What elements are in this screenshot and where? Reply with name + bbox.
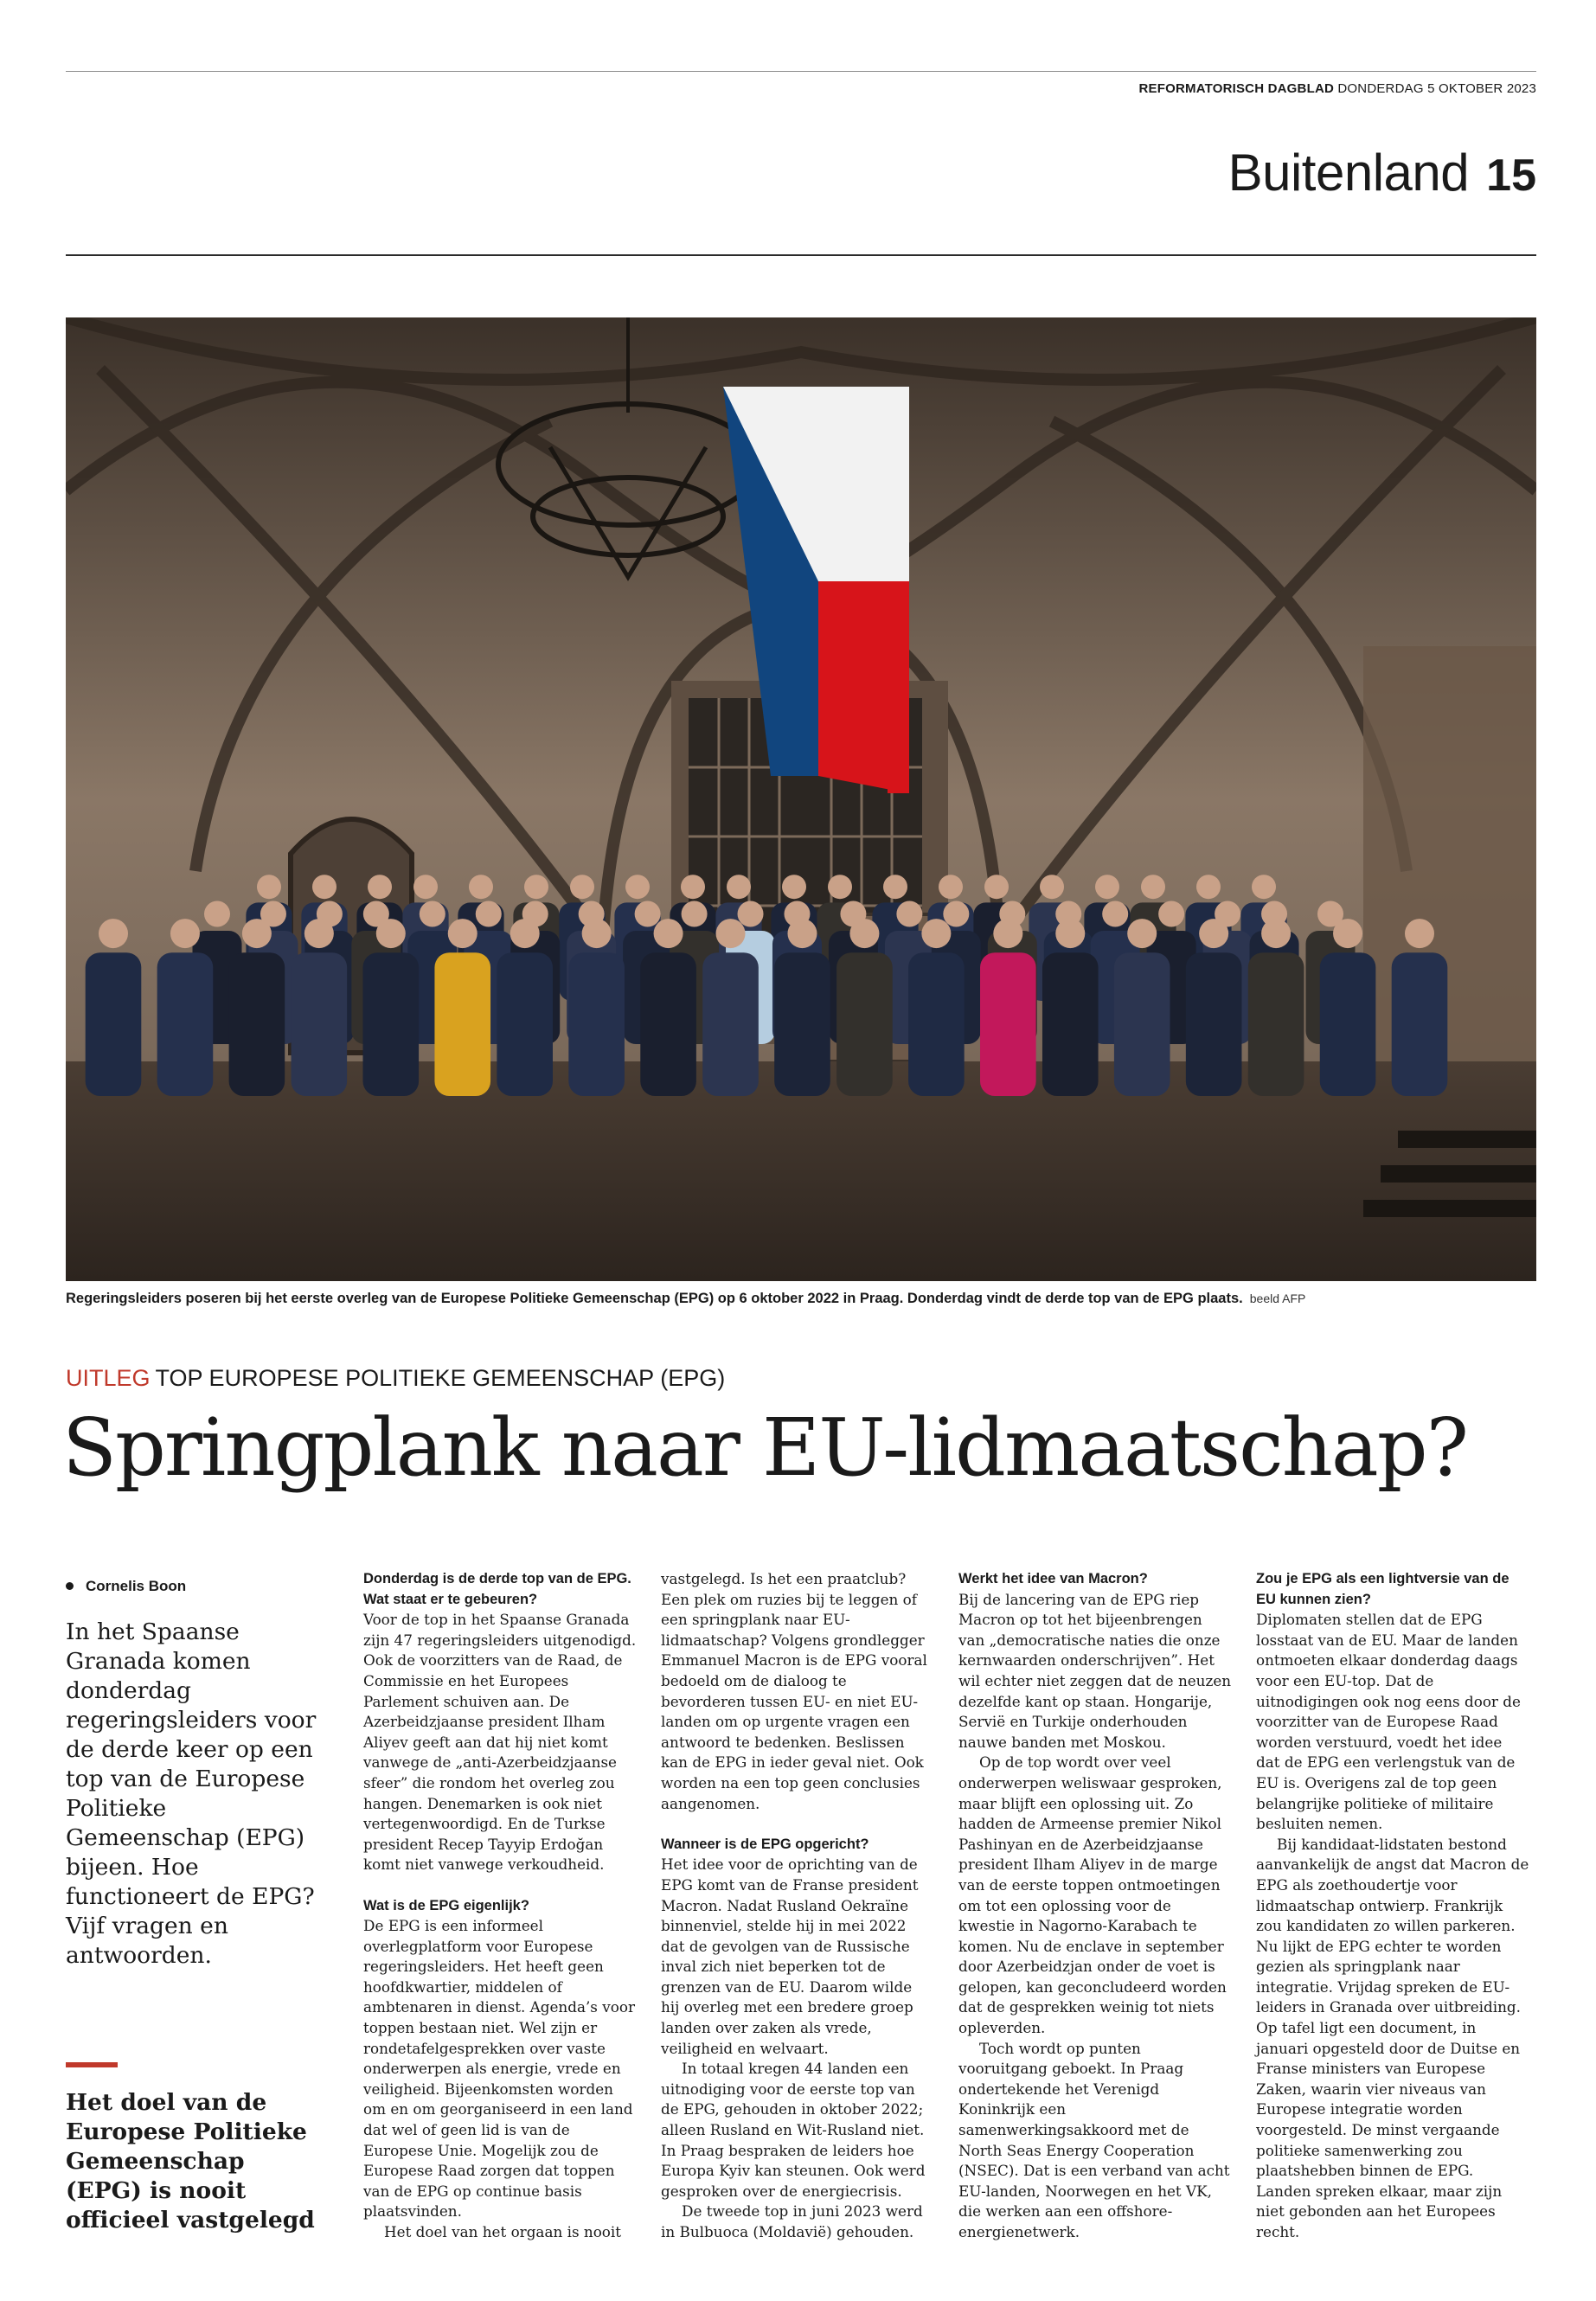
question-heading: Wanneer is de EPG opgericht? <box>661 1836 869 1852</box>
body-paragraph: Op de top wordt over veel onderwerpen weliswaar gesproken, maar blijft een oplossing uit. Zo hadden de Armeense premier Nikol Pashinyan en de Azerbeidzjaanse president Ilham Aliyev in de marge van de eerste toppen ontmoetingen om tot een oplossing voor de kwestie in Nagorno-Karabach te komen. Nu de enclave in september door Azerbeidzjan onder de voet is gelopen, kan geconcludeerd worden dat de gesprekken weinig tot niets opleverden. <box>958 1753 1227 2037</box>
text-column-3 <box>958 1569 1232 2243</box>
body-paragraph: In totaal kregen 44 landen een uitnodiging voor de eerste top van de EPG, gehouden in oktober 2022; alleen Rusland en Wit-Rusland niet. In Praag bespraken de leiders hoe Europa Kyiv kan steunen. Ook werd gesproken over de energiecrisis. <box>661 2060 926 2200</box>
kicker <box>66 1365 725 1392</box>
question-heading: Donderdag is de derde top van de EPG. Wat staat er te gebeuren? <box>363 1571 631 1607</box>
byline-bullet <box>66 1582 74 1590</box>
text-column-4 <box>1256 1569 1529 2243</box>
kicker-tag: UITLEG <box>66 1365 151 1391</box>
body-paragraph: De tweede top in juni 2023 werd in Bulbuoca (Moldavië) gehouden. <box>661 2202 923 2240</box>
header-rule <box>66 254 1536 256</box>
body-paragraph: Diplomaten stellen dat de EPG losstaat van de EU. Maar de landen ontmoeten elkaar donderdag daags voor een EU-top. Dat de uitnodigingen ook nog eens door de voorzitter van de Europese Raad worden verstuurd, voedt het idee dat de EPG een verlengstuk van de EU is. Overigens zal de top geen belangrijke politieke of militaire besluiten nemen. <box>1256 1611 1521 1833</box>
section-header <box>1228 143 1536 202</box>
body-paragraph: Bij de lancering van de EPG riep Macron op tot het bijeenbrengen van „democratische naties die onze kernwaarden onderschrijven”. Het wil echter niet zeggen dat de neuzen dezelfde kant op staan. Hongarije, Servië en Turkije onderhouden nauwe banden met Moskou. <box>958 1590 1232 1751</box>
question-heading: Werkt het idee van Macron? <box>958 1571 1148 1586</box>
photo-illustration <box>66 317 1536 1281</box>
masthead-paper: REFORMATORISCH DAGBLAD <box>1138 81 1335 96</box>
news-photo <box>66 317 1536 1281</box>
photo-credit: beeld AFP <box>1249 1292 1306 1305</box>
body-paragraph: Toch wordt op punten vooruitgang geboekt. In Praag ondertekende het Verenigd Koninkrijk een samenwerkingsakkoord met de North Seas Energy Cooperation (NSEC). Dat is een verband van acht EU-landen, Noorwegen en het VK, die werken aan een offshore-energienetwerk. <box>958 2039 1230 2240</box>
masthead-date: DONDERDAG 5 OKTOBER 2023 <box>1337 81 1536 96</box>
text-column-1 <box>363 1569 637 2243</box>
body-paragraph: De EPG is een informeel overlegplatform voor Europese regeringsleiders. Het heeft geen hoofdkwartier, middelen of ambtenaren in dienst. Agenda’s voor toppen bestaan niet. Wel zijn er rondetafelgesprekken over vaste onderwerpen als energie, vrede en veiligheid. Bijeenkomsten worden om en om georganiseerd in een land dat wel of geen lid is van de Europese Unie. Mogelijk zou de Europese Raad zorgen dat toppen van de EPG op continue basis plaatsvinden. <box>363 1917 635 2221</box>
photo-caption <box>66 1291 1536 1307</box>
body-paragraph: Het idee voor de oprichting van de EPG komt van de Franse president Macron. Nadat Rusland Oekraïne binnenviel, stelde hij in mei 2022 dat de gevolgen van de Russische inval zich niet beperken tot de grenzen van de EU. Daarom wilde hij overleg met een bredere groep landen over zaken als vrede, veiligheid en welvaart. <box>661 1856 919 2057</box>
byline <box>66 1578 186 1595</box>
masthead <box>1139 81 1537 96</box>
pullquote: Het doel van de Europese Politieke Gemeenschap (EPG) is nooit officieel vastgelegd <box>66 2089 315 2234</box>
caption-text: Regeringsleiders poseren bij het eerste overleg van de Europese Politieke Gemeenschap (EPG) op 6 oktober 2022 in Praag. Donderdag vindt de derde top van de EPG plaats. <box>66 1291 1243 1306</box>
kicker-text: TOP EUROPESE POLITIEKE GEMEENSCHAP (EPG) <box>155 1365 726 1391</box>
body-paragraph: Voor de top in het Spaanse Granada zijn 47 regeringsleiders uitgenodigd. Ook de voorzitters van de Raad, de Commissie en het Europees Parlement schuiven aan. De Azerbeidzjaanse president Ilham Aliyev geeft aan dat hij niet komt vanwege de „anti-Azerbeidzjaanse sfeer” die rondom het overleg zou hangen. Denemarken is ook niet vertegenwoordigd. En de Turkse president Recep Tayyip Erdoğan komt niet vanwege verkoudheid. <box>363 1611 637 1874</box>
article-headline: Springplank naar EU-lidmaatschap? <box>62 1401 1467 1494</box>
page-number: 15 <box>1486 151 1536 201</box>
body-paragraph: Het doel van het orgaan is nooit <box>384 2223 622 2240</box>
body-paragraph: vastgelegd. Is het een praatclub? Een plek om ruzies bij te leggen of een springplank naar EU-lidmaatschap? Volgens grondlegger Emmanuel Macron is de EPG vooral bedoeld om de dialoog te bevorderen tussen EU- en niet EU-landen om op urgente vragen een antwoord te bedenken. Beslissen kan de EPG in ieder geval niet. Ook worden na een top geen conclusies aangenomen. <box>661 1570 927 1812</box>
body-paragraph: Bij kandidaat-lidstaten bestond aanvankelijk de angst dat Macron de EPG als zoethoudertje voor lidmaatschap ontwierp. Frankrijk zou kandidaten zo willen parkeren. Nu lijkt de EPG echter te worden gezien als springplank naar integratie. Vrijdag spreken de EU-leiders in Granada over uitbreiding. Op tafel ligt een document, in januari opgesteld door de Duitse en Franse ministers van Europese Zaken, waarin vier niveaus van Europese integratie worden voorgesteld. De minst vergaande politieke samenwerking zou plaatshebben binnen de EPG. Landen spreken elkaar, maar zijn niet gebonden aan het Europees recht. <box>1256 1835 1529 2240</box>
text-column-2 <box>661 1569 934 2243</box>
author-name: Cornelis Boon <box>86 1578 187 1594</box>
top-rule <box>66 71 1536 72</box>
intro-paragraph: In het Spaanse Granada komen donderdag regeringsleiders voor de derde keer op een top van de Europese Politieke Gemeenschap (EPG) bijeen. Hoe functioneert de EPG? Vijf vragen en antwoorden. <box>66 1618 317 1969</box>
question-heading: Zou je EPG als een lightversie van de EU kunnen zien? <box>1256 1571 1509 1607</box>
section-name: Buitenland <box>1227 144 1470 202</box>
question-heading: Wat is de EPG eigenlijk? <box>363 1897 529 1913</box>
pullquote-accent <box>66 2062 118 2067</box>
